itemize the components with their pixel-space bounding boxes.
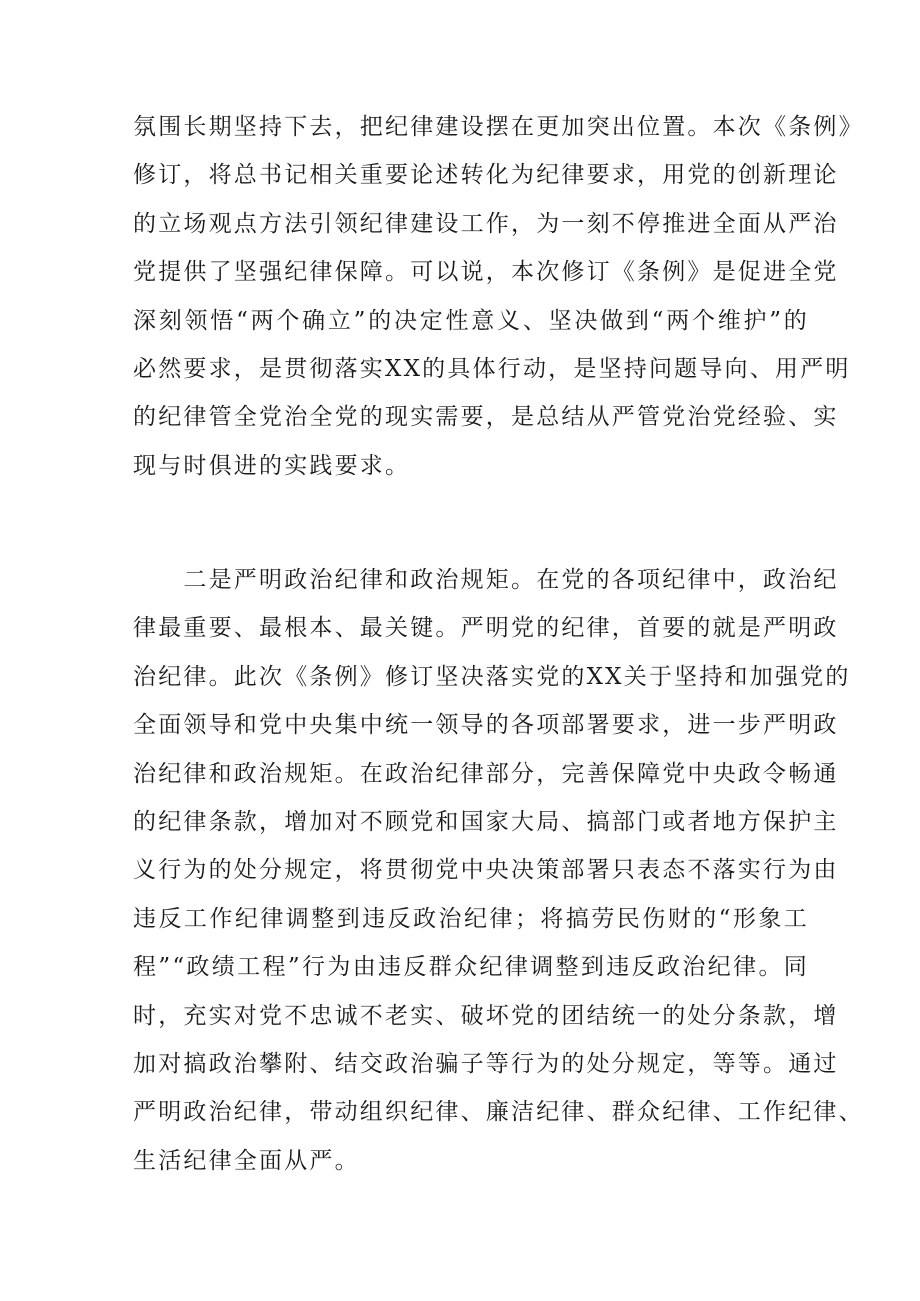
text-line: 律最重要、最根本、最关键。严明党的纪律，首要的就是严明政 — [133, 615, 839, 642]
text-line: 二是严明政治纪律和政治规矩。在党的各项纪律中，政治纪 — [133, 567, 839, 593]
text-line: 全面领导和党中央集中统一领导的各项部署要求，进一步严明政 — [133, 712, 839, 739]
text-line: 深刻领悟“两个确立”的决定性意义、坚决做到“两个维护”的 — [133, 307, 809, 334]
paragraph-2 — [133, 556, 864, 1185]
text-line: 修订，将总书记相关重要论述转化为纪律要求，用党的创新理论 — [133, 162, 839, 189]
text-line: 的纪律条款，增加对不顾党和国家大局、搞部门或者地方保护主 — [133, 809, 839, 836]
text-line: 治纪律和政治规矩。在政治纪律部分，完善保障党中央政令畅通 — [133, 760, 839, 787]
text-line: 氛围长期坚持下去，把纪律建设摆在更加突出位置。本次《条例》 — [133, 114, 864, 140]
text-line: 必然要求，是贯彻落实XX的具体行动，是坚持问题导向、用严明 — [133, 356, 851, 383]
text-line: 时，充实对党不忠诚不老实、破坏党的团结统一的处分条款，增 — [133, 1002, 839, 1029]
text-line: 加对搞政治攀附、结交政治骗子等行为的处分规定，等等。通过 — [133, 1051, 839, 1078]
text-line: 义行为的处分规定，将贯彻党中央决策部署只表态不落实行为由 — [133, 857, 839, 884]
paragraph-1 — [133, 103, 864, 490]
text-line: 治纪律。此次《条例》修订坚决落实党的XX关于坚持和加强党的 — [133, 663, 851, 690]
text-line: 的立场观点方法引领纪律建设工作，为一刻不停推进全面从严治 — [133, 210, 839, 237]
text-line: 现与时俱进的实践要求。 — [133, 452, 411, 479]
text-line: 的纪律管全党治全党的现实需要，是总结从严管党治党经验、实 — [133, 404, 839, 431]
text-line: 严明政治纪律，带动组织纪律、廉洁纪律、群众纪律、工作纪律、 — [133, 1099, 864, 1126]
text-line: 程”“政绩工程”行为由违反群众纪律调整到违反政治纪律。同 — [133, 954, 809, 981]
text-line: 违反工作纪律调整到违反政治纪律；将搞劳民伤财的“形象工 — [133, 905, 809, 932]
text-line: 党提供了坚强纪律保障。可以说，本次修订《条例》是促进全党 — [133, 259, 839, 286]
text-line: 生活纪律全面从严。 — [133, 1147, 360, 1174]
